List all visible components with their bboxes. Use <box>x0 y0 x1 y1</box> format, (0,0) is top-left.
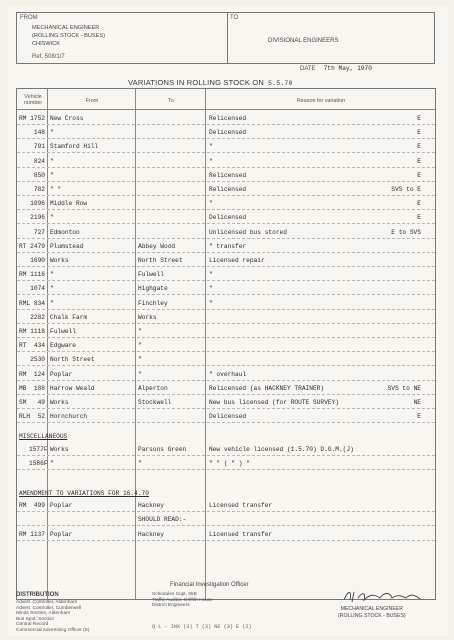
from-location: Stamford Hill <box>50 143 99 151</box>
row-rule <box>17 540 435 541</box>
row-rule <box>17 365 435 366</box>
from-location: Works <box>50 445 69 453</box>
vehicle-number: 1690 <box>30 257 45 264</box>
destination-code: NE <box>413 399 421 406</box>
vehicle-prefix: RT <box>19 342 27 350</box>
col-header-to: To <box>168 98 174 104</box>
from-line: (ROLLING STOCK - BUSES) <box>32 33 105 39</box>
row-rule <box>17 280 435 281</box>
reason-text: Delicensed <box>209 129 247 137</box>
to-location: " <box>138 370 142 378</box>
distribution-item: Commercial Advertising Officer (S) <box>16 627 90 633</box>
distribution-item: Central Record <box>16 622 49 628</box>
reason-text: Licensed transfer <box>209 502 273 510</box>
destination-code: E <box>417 129 421 137</box>
vehicle-prefix: MB <box>19 384 27 392</box>
date-value: 7th May, 1970 <box>323 65 372 72</box>
distribution-item: Advert. Controller, Cumberwell <box>16 605 82 611</box>
from-location: Poplar <box>50 370 73 378</box>
page-title <box>128 78 293 87</box>
to-location: Hackney <box>138 502 164 510</box>
to-location: Hackney <box>138 530 164 538</box>
reason-text: Licensed repair <box>209 257 265 264</box>
to-location: " <box>138 356 142 364</box>
vehicle-number: 782 <box>33 186 45 193</box>
destination-code: E <box>417 143 421 151</box>
from-location: North Street <box>50 356 95 364</box>
vehicle-prefix: RM <box>19 502 27 510</box>
row-rule <box>17 195 435 196</box>
row-rule <box>17 124 435 125</box>
distribution-item: Traffic Auditor, Griffith House <box>152 597 213 603</box>
vehicle-number: 850 <box>33 171 45 179</box>
date-line <box>300 55 372 74</box>
variations-table <box>16 88 436 600</box>
date-label: DATE <box>300 66 316 72</box>
from-location: Works <box>50 399 69 406</box>
to-location: Works <box>138 313 157 321</box>
vehicle-number: 49 <box>37 399 45 406</box>
title-text: VARIATIONS IN ROLLING STOCK ON <box>128 78 265 87</box>
row-rule <box>17 138 435 139</box>
row-rule <box>17 455 435 456</box>
vehicle-number: 1116 <box>30 271 45 279</box>
to-location: Stockwell <box>138 399 172 406</box>
destination-code: E <box>417 413 421 421</box>
vehicle-prefix: RT <box>19 242 27 250</box>
to-location: Abbey Wood <box>138 242 176 250</box>
header-divider <box>17 109 435 110</box>
reason-text: Relicensed (as HACKNEY TRAINER) <box>209 384 325 392</box>
vehicle-number: 1577F <box>29 445 48 453</box>
vehicle-number: 791 <box>33 143 45 151</box>
row-rule <box>17 252 435 253</box>
vehicle-prefix: RM <box>19 530 27 538</box>
from-location: " <box>50 285 54 293</box>
row-rule <box>17 223 435 224</box>
destination-code: E to SVS <box>391 228 421 236</box>
reason-text: Unlicensed bus stored <box>209 228 287 236</box>
distribution-middle-list <box>152 592 213 609</box>
vehicle-prefix: RML <box>19 299 31 307</box>
from-location: " <box>50 299 54 307</box>
vehicle-number: 2530 <box>30 356 45 364</box>
reason-text: " " ( " ) " <box>209 459 250 467</box>
vehicle-number: 499 <box>33 502 45 510</box>
from-location: Fulwell <box>50 328 76 335</box>
distribution-codes: Q L - INX (3) T (3) NE (3) E (2) <box>152 624 252 630</box>
row-rule <box>17 152 435 153</box>
reason-text: " <box>209 200 213 208</box>
to-location: SHOULD READ:- <box>138 516 187 524</box>
vehicle-prefix: RM <box>19 328 27 335</box>
to-location: Parsons Green <box>138 445 187 453</box>
destination-code: SVS to NE <box>387 384 421 392</box>
reason-text: " transfer <box>209 242 247 250</box>
vehicle-number: 1586F <box>29 459 48 467</box>
title-date: 5.5.70 <box>268 80 293 87</box>
row-rule <box>17 380 435 381</box>
row-rule <box>17 394 435 395</box>
from-location: Chalk Farm <box>50 313 88 321</box>
row-rule <box>17 525 435 526</box>
vehicle-number: 124 <box>33 370 45 378</box>
destination-code: E <box>417 171 421 179</box>
from-location: Poplar <box>50 502 73 510</box>
vehicle-number: 727 <box>33 228 45 236</box>
destination-code: E <box>417 200 421 208</box>
row-rule <box>17 469 435 470</box>
vehicle-number: 2196 <box>30 214 45 222</box>
financial-officer: Financial Investigation Officer <box>170 582 249 588</box>
vehicle-prefix: RM <box>19 271 27 279</box>
reason-text: " <box>209 143 213 151</box>
signature-department: (ROLLING STOCK - BUSES) <box>338 613 406 619</box>
vehicle-number: 434 <box>33 342 45 350</box>
distribution-label: DISTRIBUTION <box>16 592 59 598</box>
column-divider <box>205 89 206 599</box>
row-rule <box>17 408 435 409</box>
vehicle-number: 1096 <box>30 200 45 208</box>
amendment-heading: AMENDMENT TO VARIATIONS FOR 16.4.70 <box>19 490 149 497</box>
column-divider <box>135 89 136 599</box>
to-location: Finchley <box>138 299 168 307</box>
vehicle-number: 52 <box>37 413 45 421</box>
from-location: Hornchurch <box>50 413 88 421</box>
row-rule <box>17 238 435 239</box>
col-header-reason: Reason for variation <box>296 98 346 104</box>
from-line: CHISWICK <box>32 41 60 47</box>
vehicle-prefix: RM <box>19 370 27 378</box>
row-rule <box>17 209 435 210</box>
signature <box>340 586 430 606</box>
distribution-item: District Engineers <box>152 603 190 609</box>
reason-text: " <box>209 299 213 307</box>
signature-title: MECHANICAL ENGINEER <box>340 606 403 612</box>
vehicle-number: 2282 <box>30 313 45 321</box>
from-location: " <box>50 459 54 467</box>
vehicle-prefix: RM <box>19 115 27 122</box>
row-rule <box>17 294 435 295</box>
to-location: North Street <box>138 257 183 264</box>
to-location: " <box>138 459 142 467</box>
vehicle-number: 1118 <box>30 328 45 335</box>
from-location: Works <box>50 257 69 264</box>
from-location: " <box>50 157 54 165</box>
from-location: Harrow Weald <box>50 384 95 392</box>
from-location: New Cross <box>50 115 84 122</box>
destination-code: E <box>417 115 421 122</box>
from-location: " <box>50 271 54 279</box>
from-location: " <box>50 171 54 179</box>
reason-text: " overhaul <box>209 370 247 378</box>
vehicle-number: 1752 <box>30 115 45 122</box>
vehicle-number: 834 <box>33 299 45 307</box>
row-rule <box>17 181 435 182</box>
vehicle-number: 188 <box>33 384 45 392</box>
destination-code: SVS to E <box>391 186 421 193</box>
reason-text: New bus licensed (for ROUTE SURVEY) <box>209 399 339 406</box>
vehicle-prefix: SM <box>19 399 27 406</box>
from-location: Edmonton <box>50 228 80 236</box>
reference-number: Ref. 508/1/7 <box>32 54 65 60</box>
row-rule <box>17 323 435 324</box>
distribution-list <box>16 600 89 634</box>
from-location: Edgware <box>50 342 76 350</box>
from-location: Poplar <box>50 530 73 538</box>
row-rule <box>17 351 435 352</box>
reason-text: Delicensed <box>209 413 247 421</box>
destination-code: E <box>417 214 421 222</box>
row-rule <box>17 309 435 310</box>
distribution-item: Schedules Supt, 55B <box>152 592 197 597</box>
from-location: Middle Row <box>50 200 88 208</box>
from-location: " " <box>50 186 62 193</box>
row-rule <box>17 266 435 267</box>
reason-text: Relicensed <box>209 171 247 179</box>
row-rule <box>17 337 435 338</box>
to-recipient: DIVISIONAL ENGINEERS <box>268 38 339 44</box>
to-location: " <box>138 328 142 335</box>
reason-text: Delicensed <box>209 214 247 222</box>
distribution-item: Minds Section, Aldenham <box>16 611 71 617</box>
vehicle-number: 1137 <box>30 530 45 538</box>
from-location: Plumstead <box>50 242 84 250</box>
reason-text: New vehicle licensed (1.5.70) D.G.M.(J) <box>209 445 354 453</box>
col-header-from: From <box>85 98 99 104</box>
vehicle-prefix: RLH <box>19 413 31 421</box>
vehicle-number: 1074 <box>30 285 45 293</box>
row-rule <box>17 511 435 512</box>
reason-text: " <box>209 285 213 293</box>
distribution-item: Advert. Controller, Aldenham <box>16 600 78 605</box>
from-line: MECHANICAL ENGINEER <box>32 25 100 31</box>
row-rule <box>17 422 435 423</box>
reason-text: " <box>209 271 213 279</box>
reason-text: Relicensed <box>209 186 247 193</box>
col-header-vehicle: Vehicle number <box>23 94 43 106</box>
signature-caption <box>338 606 406 620</box>
column-divider <box>47 89 48 599</box>
misc-heading: MISCELLANEOUS <box>19 433 68 441</box>
vehicle-number: 2479 <box>30 242 45 250</box>
vehicle-number: 148 <box>33 129 45 137</box>
from-address <box>32 24 105 48</box>
distribution-item: Bus Spot. Section <box>16 616 55 622</box>
to-location: Alperton <box>138 384 168 392</box>
vehicle-number: 824 <box>33 157 45 165</box>
from-location: " <box>50 214 54 222</box>
to-label: TO <box>230 15 239 21</box>
destination-code: E <box>417 157 421 165</box>
reason-text: Relicensed <box>209 115 247 122</box>
to-location: Highgate <box>138 285 168 293</box>
reason-text: Licensed transfer <box>209 530 273 538</box>
to-location: " <box>138 342 142 350</box>
from-location: " <box>50 129 54 137</box>
row-rule <box>17 167 435 168</box>
reason-text: " <box>209 157 213 165</box>
to-location: Fulwell <box>138 271 164 279</box>
from-label: FROM <box>20 15 38 21</box>
